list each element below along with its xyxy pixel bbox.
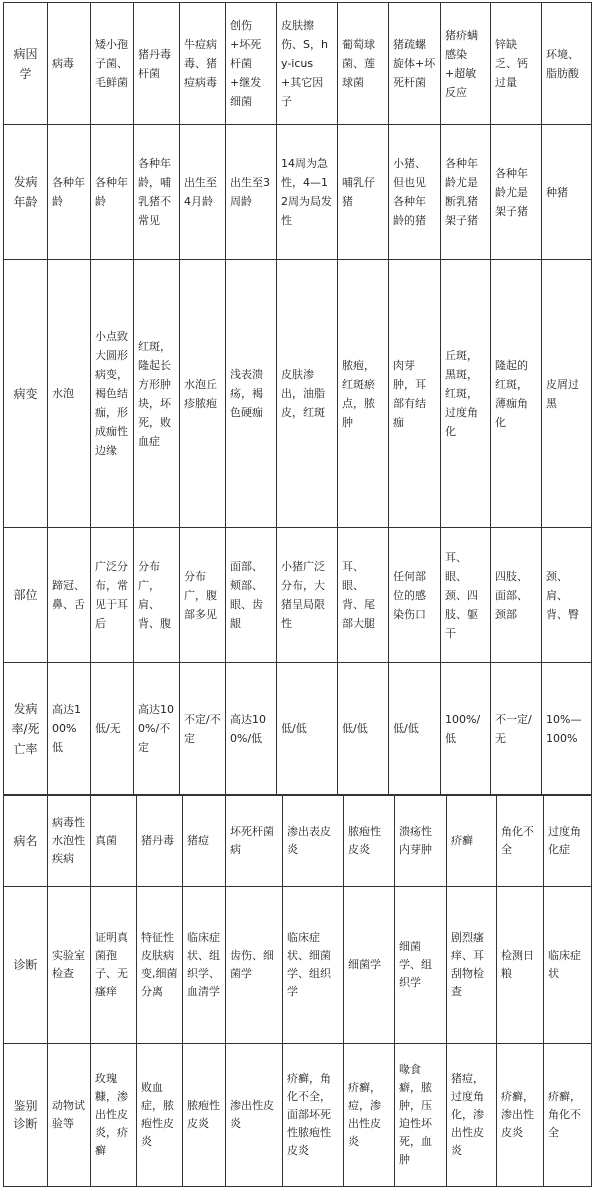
cell: 矮小孢子菌、毛鲜菌 xyxy=(91,3,134,125)
cell: 葡萄球菌、莲球菌 xyxy=(338,3,389,125)
cell: 分布广，腹部多见 xyxy=(180,528,226,663)
cell: 临床症状 xyxy=(544,887,592,1044)
cell: 牛痘病毒、猪痘病毒 xyxy=(180,3,226,125)
cell: 实验室检查 xyxy=(48,887,91,1044)
row-header: 发病率/死亡率 xyxy=(4,663,48,795)
cell: 浅表溃疡，褐色硬痂 xyxy=(226,260,277,528)
row-header: 鉴别诊断 xyxy=(4,1044,48,1187)
cell: 低/低 xyxy=(338,663,389,795)
cell: 疥癣，角化不全 xyxy=(544,1044,592,1187)
cell: 脓疱性皮炎 xyxy=(183,1044,226,1187)
cell: 猪丹毒杆菌 xyxy=(134,3,180,125)
cell: 哺乳仔猪 xyxy=(338,125,389,260)
cell: 真菌 xyxy=(91,796,137,887)
row-etiology xyxy=(4,3,592,125)
row-lesion xyxy=(4,260,592,528)
row-site xyxy=(4,528,592,663)
cell: 临床症状、细菌学、组织学 xyxy=(283,887,344,1044)
cell: 各种年龄，哺乳猪不常见 xyxy=(134,125,180,260)
cell: 广泛分布，常见于耳后 xyxy=(91,528,134,663)
cell: 蹄冠、鼻、舌 xyxy=(48,528,91,663)
cell: 疥癣 xyxy=(447,796,497,887)
cell: 各种年龄尤是断乳猪架子猪 xyxy=(441,125,491,260)
cell: 100%/低 xyxy=(441,663,491,795)
cell: 皮肤擦伤、S，hy-icus+其它因子 xyxy=(277,3,338,125)
row-header: 诊断 xyxy=(4,887,48,1044)
cell: 各种年龄 xyxy=(91,125,134,260)
cell: 丘斑，黑斑，红斑，过度角化 xyxy=(441,260,491,528)
cell: 低/低 xyxy=(389,663,441,795)
row-differential xyxy=(4,1044,592,1187)
cell: 出生至3周龄 xyxy=(226,125,277,260)
cell: 齿伤、细菌学 xyxy=(226,887,283,1044)
cell: 角化不全 xyxy=(497,796,544,887)
cell: 高达100%/低 xyxy=(226,663,277,795)
cell: 肉芽肿，耳部有结痂 xyxy=(389,260,441,528)
cell: 红斑，隆起长方形肿块，坏死，败血症 xyxy=(134,260,180,528)
cell: 剧烈瘙痒、耳刮物检查 xyxy=(447,887,497,1044)
cell: 高达100%低 xyxy=(48,663,91,795)
cell: 猪疥螨感染+超敏反应 xyxy=(441,3,491,125)
row-header: 部位 xyxy=(4,528,48,663)
cell: 疥癣，渗出性皮炎 xyxy=(497,1044,544,1187)
cell: 证明真菌孢子、无瘙痒 xyxy=(91,887,137,1044)
cell: 渗出表皮炎 xyxy=(283,796,344,887)
cell: 检测日粮 xyxy=(497,887,544,1044)
cell: 低/无 xyxy=(91,663,134,795)
row-disease xyxy=(4,796,592,887)
cell: 小猪、但也见各种年龄的猪 xyxy=(389,125,441,260)
cell: 喙食癖，脓肿，压迫性坏死，血肿 xyxy=(395,1044,447,1187)
row-header: 病变 xyxy=(4,260,48,528)
cell: 特征性皮肤病变,细菌分离 xyxy=(137,887,183,1044)
cell: 病毒 xyxy=(48,3,91,125)
cell: 各种年龄 xyxy=(48,125,91,260)
cell: 耳、眼、颈、四肢、躯干 xyxy=(441,528,491,663)
cell: 创伤+坏死杆菌+继发细菌 xyxy=(226,3,277,125)
cell: 动物试验等 xyxy=(48,1044,91,1187)
cell: 耳、眼、背、尾部大腿 xyxy=(338,528,389,663)
cell: 玫瑰糠，渗出性皮炎，疥癣 xyxy=(91,1044,137,1187)
cell: 溃疡性内芽肿 xyxy=(395,796,447,887)
cell: 出生至4月龄 xyxy=(180,125,226,260)
cell: 14周为急性，4—12周为局发性 xyxy=(277,125,338,260)
row-header: 病因学 xyxy=(4,3,48,125)
comparison-table-1 xyxy=(3,2,592,795)
cell: 细菌学 xyxy=(344,887,395,1044)
cell: 水泡 xyxy=(48,260,91,528)
cell: 细菌学、组织学 xyxy=(395,887,447,1044)
cell: 不一定/无 xyxy=(491,663,542,795)
cell: 各种年龄尤是架子猪 xyxy=(491,125,542,260)
cell: 猪疏螺旋体+坏死杆菌 xyxy=(389,3,441,125)
cell: 渗出性皮炎 xyxy=(226,1044,283,1187)
row-age xyxy=(4,125,592,260)
cell: 低/低 xyxy=(277,663,338,795)
row-incidence xyxy=(4,663,592,795)
cell: 小猪广泛分布，大猪呈局限性 xyxy=(277,528,338,663)
cell: 败血症，脓疱性皮炎 xyxy=(137,1044,183,1187)
cell: 皮肤渗出，油脂皮，红斑 xyxy=(277,260,338,528)
cell: 疥癣，角化不全，面部坏死性脓疱性皮炎 xyxy=(283,1044,344,1187)
cell: 隆起的红斑，薄痂角化 xyxy=(491,260,542,528)
cell: 水泡丘疹脓疱 xyxy=(180,260,226,528)
cell: 四肢、面部、颈部 xyxy=(491,528,542,663)
cell: 高达100%/不定 xyxy=(134,663,180,795)
cell: 任何部位的感染伤口 xyxy=(389,528,441,663)
comparison-table-2 xyxy=(3,795,592,1187)
cell: 疥癣，痘，渗出性皮炎 xyxy=(344,1044,395,1187)
cell: 猪痘，过度角化，渗出性皮炎 xyxy=(447,1044,497,1187)
cell: 环境、脂肪酸 xyxy=(542,3,592,125)
cell: 10%—100% xyxy=(542,663,592,795)
cell: 小点致大圆形病变，褐色结痂，形成痂性边缘 xyxy=(91,260,134,528)
cell: 种猪 xyxy=(542,125,592,260)
cell: 不定/不定 xyxy=(180,663,226,795)
row-diagnosis xyxy=(4,887,592,1044)
cell: 面部、颊部、眼、齿龈 xyxy=(226,528,277,663)
cell: 皮屑过黑 xyxy=(542,260,592,528)
row-header: 发病年龄 xyxy=(4,125,48,260)
cell: 猪丹毒 xyxy=(137,796,183,887)
cell: 脓疱，红斑瘀点，脓肿 xyxy=(338,260,389,528)
cell: 分布广，肩、背、腹 xyxy=(134,528,180,663)
cell: 猪痘 xyxy=(183,796,226,887)
row-header: 病名 xyxy=(4,796,48,887)
cell: 脓疱性皮炎 xyxy=(344,796,395,887)
cell: 过度角化症 xyxy=(544,796,592,887)
cell: 临床症状、组织学、血清学 xyxy=(183,887,226,1044)
cell: 颈、肩、背、臀 xyxy=(542,528,592,663)
cell: 锌缺乏、钙过量 xyxy=(491,3,542,125)
cell: 病毒性水泡性疾病 xyxy=(48,796,91,887)
cell: 坏死杆菌病 xyxy=(226,796,283,887)
